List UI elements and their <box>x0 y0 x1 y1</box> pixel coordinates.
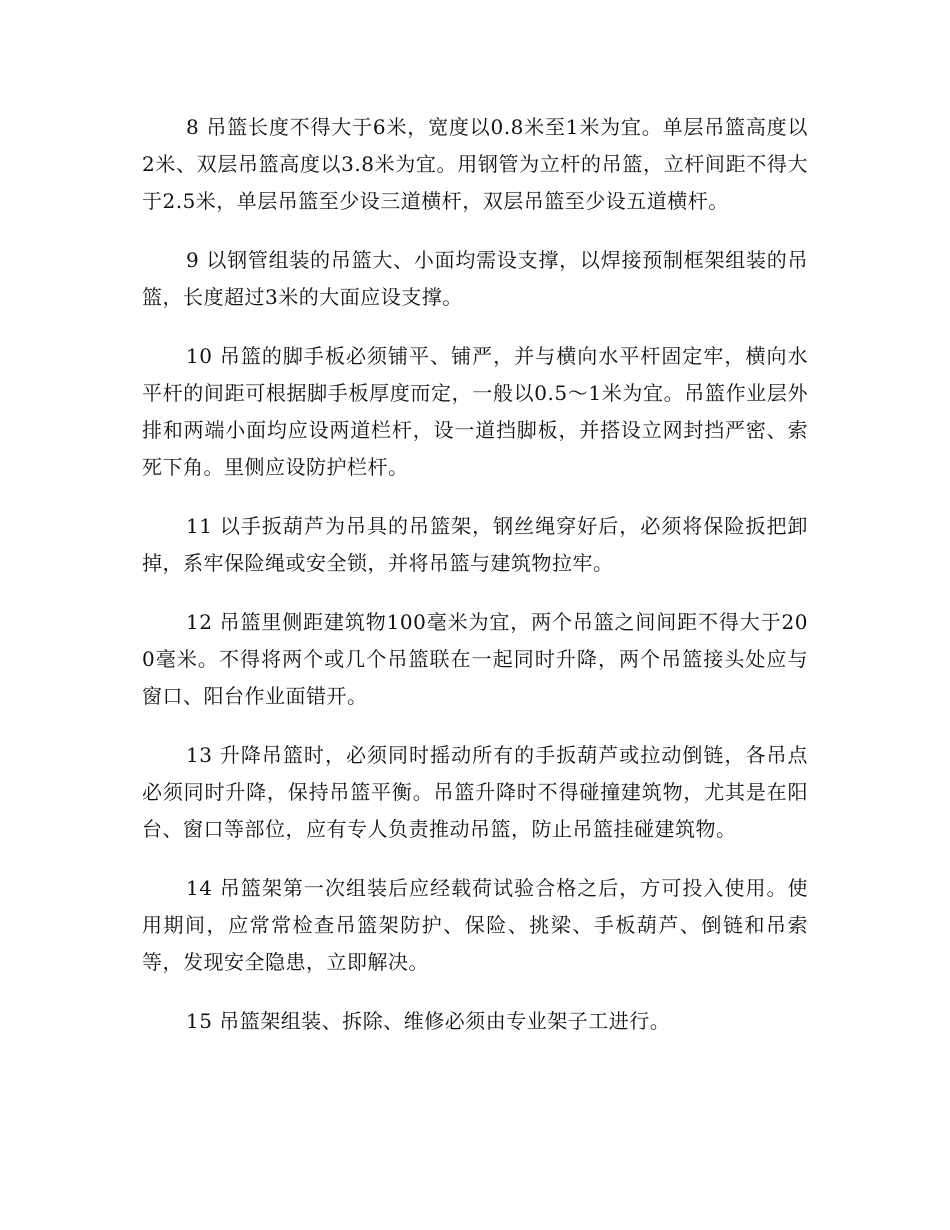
paragraph-item-10: 10 吊篮的脚手板必须铺平、铺严，并与横向水平杆固定牢，横向水平杆的间距可根据脚手板厚度而定，一般以0.5～1米为宜。吊篮作业层外排和两端小面均应设两道栏杆，设一道挡脚板，并搭设立网封挡严密、索死下角。里侧应设防护栏杆。 <box>142 344 808 479</box>
paragraph-item-15: 15 吊篮架组装、拆除、维修必须由专业架子工进行。 <box>186 1009 671 1033</box>
paragraph-item-14: 14 吊篮架第一次组装后应经载荷试验合格之后，方可投入使用。使用期间，应常常检查吊篮架防护、保险、挑梁、手板葫芦、倒链和吊索等，发现安全隐患，立即解决。 <box>142 876 808 974</box>
paragraph-item-8: 8 吊篮长度不得大于6米，宽度以0.8米至1米为宜。单层吊篮高度以2米、双层吊篮高度以3.8米为宜。用钢管为立杆的吊篮，立杆间距不得大于2.5米，单层吊篮至少设三道横杆，双层吊篮至少设五道横杆。 <box>142 115 808 213</box>
paragraph-item-11: 11 以手扳葫芦为吊具的吊篮架，钢丝绳穿好后，必须将保险扳把卸掉，系牢保险绳或安全锁，并将吊篮与建筑物拉牢。 <box>142 514 808 575</box>
paragraph-item-9: 9 以钢管组装的吊篮大、小面均需设支撑，以焊接预制框架组装的吊篮，长度超过3米的大面应设支撑。 <box>142 248 808 309</box>
document-body <box>142 109 808 1062</box>
paragraph-item-13: 13 升降吊篮时，必须同时摇动所有的手扳葫芦或拉动倒链，各吊点必须同时升降，保持吊篮平衡。吊篮升降时不得碰撞建筑物，尤其是在阳台、窗口等部位，应有专人负责推动吊篮，防止吊篮挂碰建筑物。 <box>142 743 808 841</box>
paragraph-item-12: 12 吊篮里侧距建筑物100毫米为宜，两个吊篮之间间距不得大于200毫米。不得将两个或几个吊篮联在一起同时升降，两个吊篮接头处应与窗口、阳台作业面错开。 <box>142 610 808 708</box>
